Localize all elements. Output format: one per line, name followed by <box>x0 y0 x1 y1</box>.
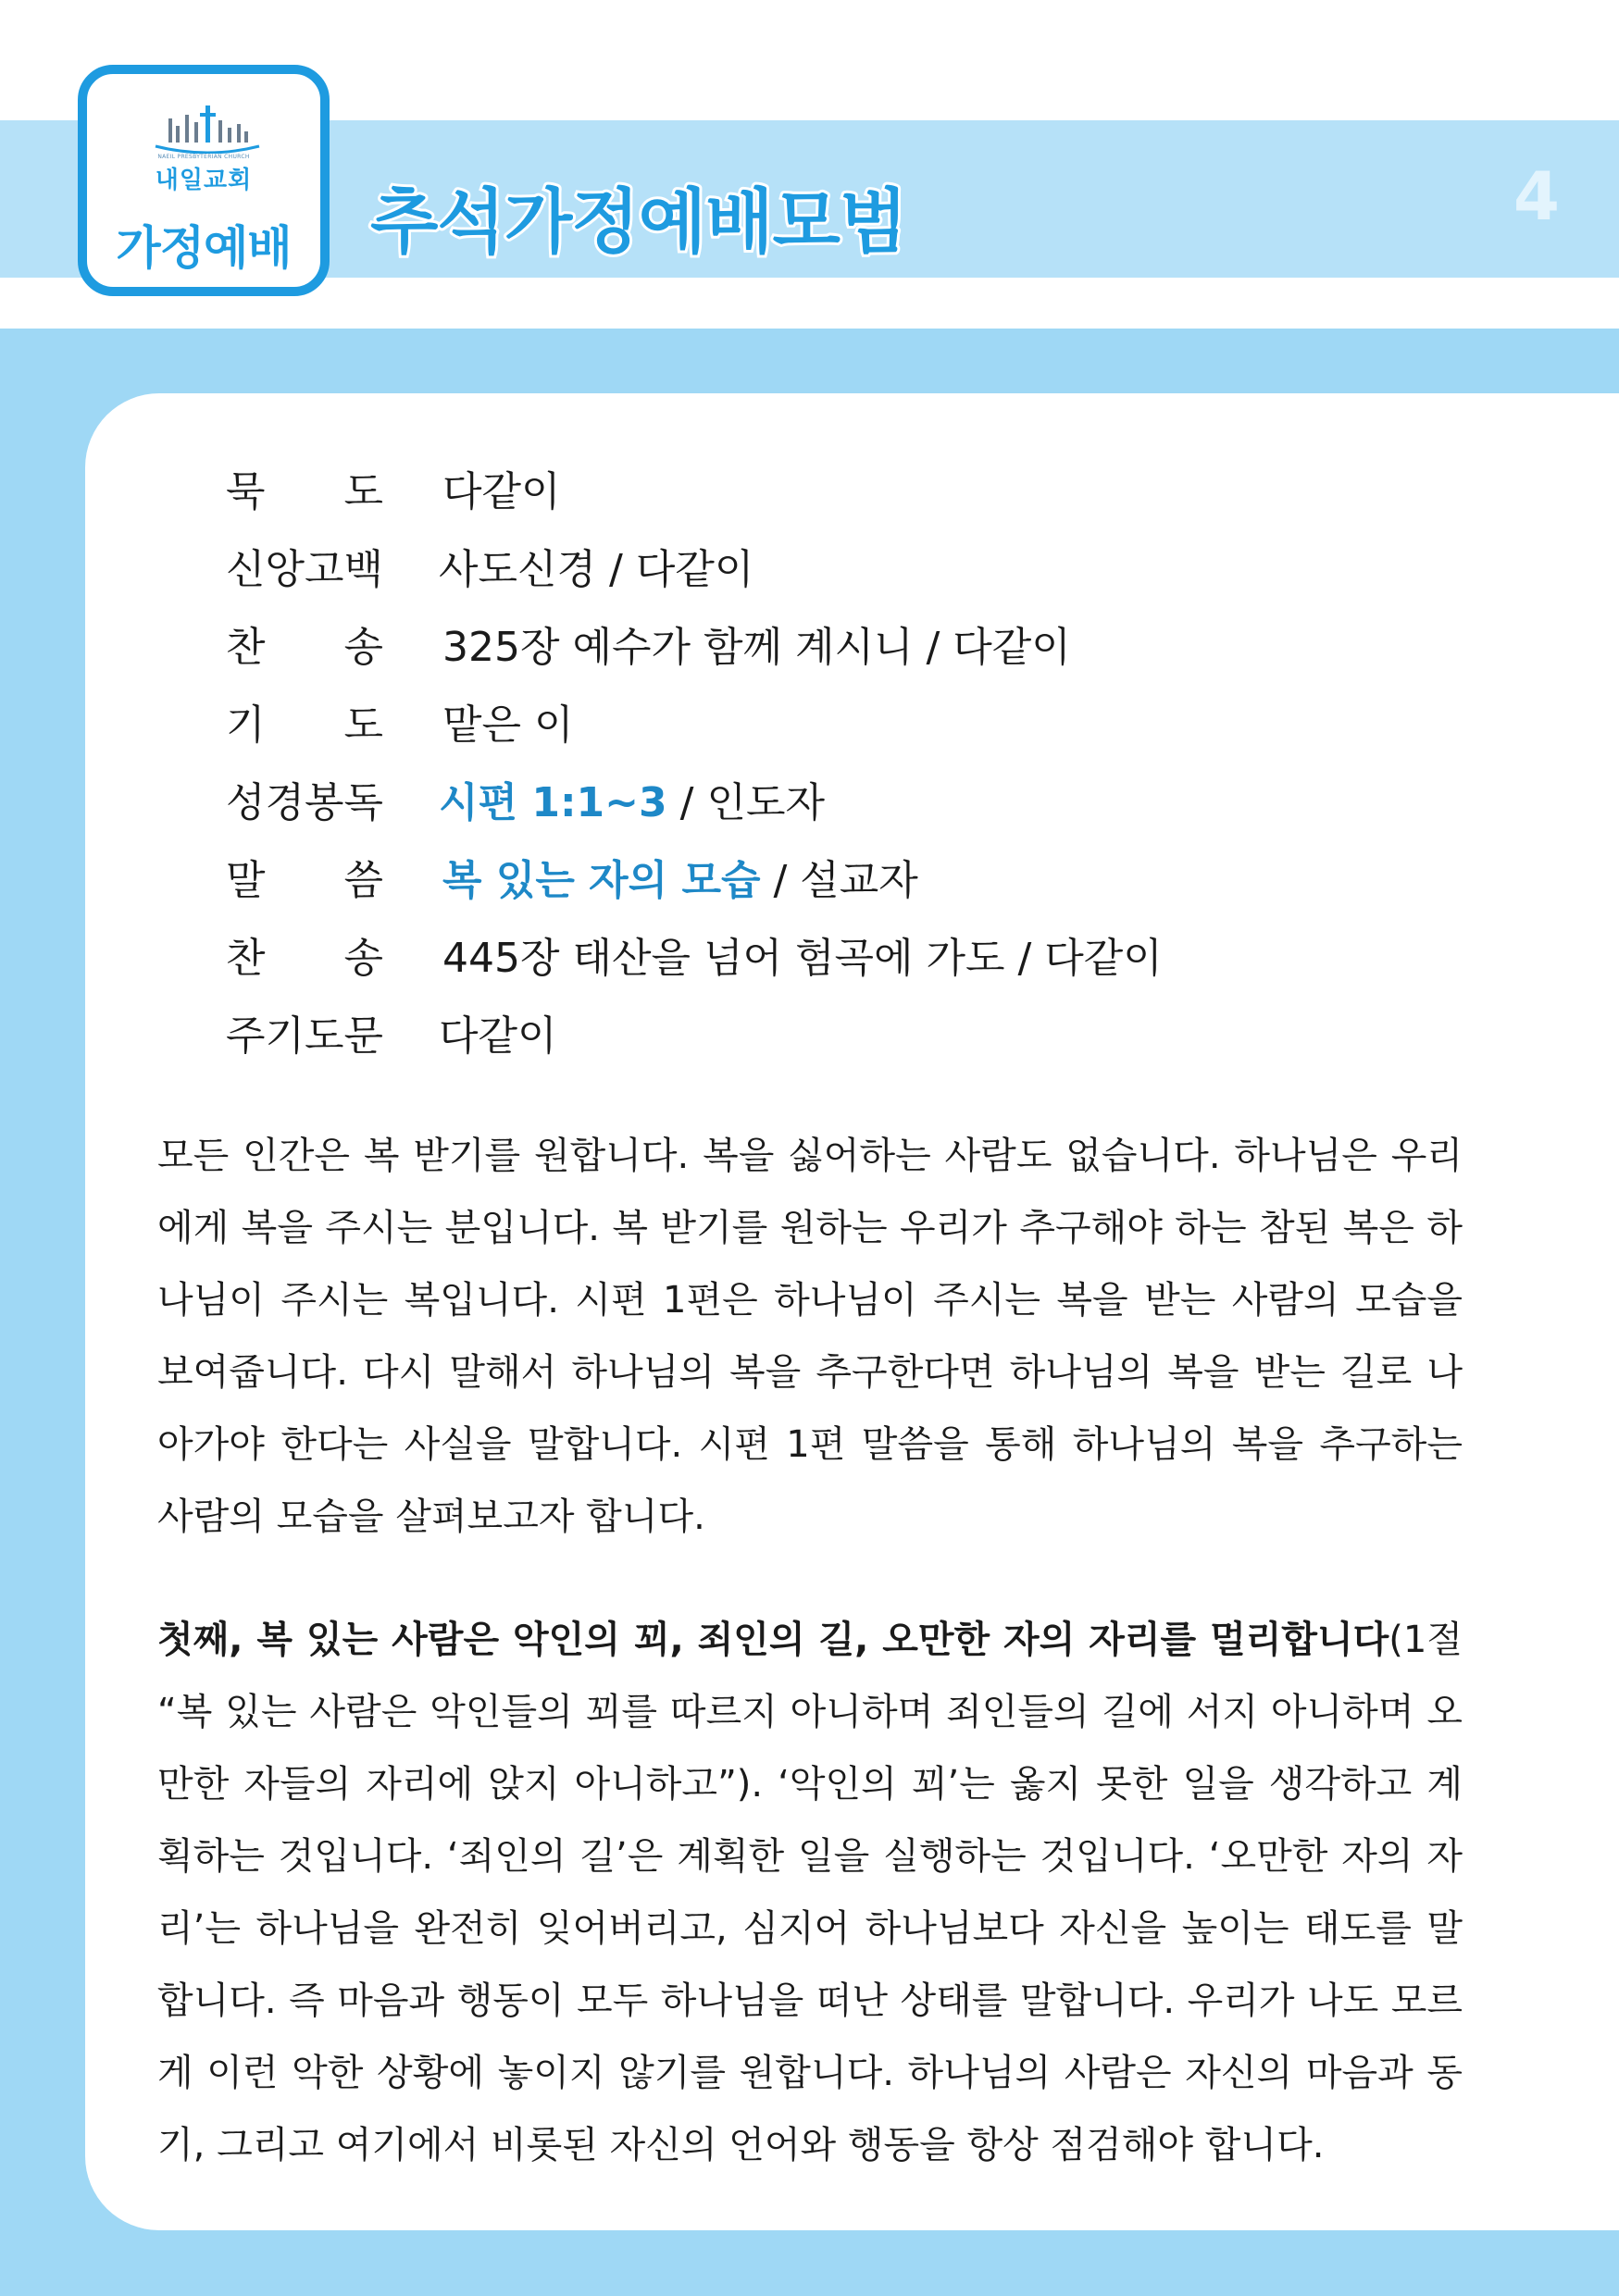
order-label <box>226 687 383 764</box>
order-value <box>442 609 1071 687</box>
order-value-text: 맡은 이 <box>442 701 574 749</box>
order-value <box>439 531 753 609</box>
first-point-heading: 첫째, 복 있는 사람은 악인의 꾀, 죄인의 길, 오만한 자의 자리를 멀리합니다 <box>157 1619 1389 1661</box>
order-label-part: 찬 <box>226 935 266 982</box>
church-badge <box>78 65 330 296</box>
order-row <box>226 764 1163 842</box>
first-point-body: (1절 “복 있는 사람은 악인들의 꾀를 따르지 아니하며 죄인들의 길에 서지 아니하며 오만한 자들의 자리에 앉지 아니하고”). ‘악인의 꾀’는 옳지 못한 일을 생각하고 계획하는 것입니다. ‘죄인의 길’은 계획한 일을 실행하는 것입니다. ‘오만한 자의 자리’는 하나님을 완전히 잊어버리고, 심지어 하나님보다 자신을 높이는 태도를 말합니다. 즉 마음과 행동이 모두 하나님을 떠난 상태를 말합니다. 우리가 나도 모르게 이런 악한 상황에 놓이지 않기를 원합니다. 하나님의 사람은 자신의 마음과 동기, 그리고 여기에서 비롯된 자신의 언어와 행동을 항상 점검해야 합니다. <box>157 1619 1463 2166</box>
order-label-part: 송 <box>343 935 383 982</box>
church-english-name: NAEIL PRESBYTERIAN CHURCH <box>157 154 250 160</box>
order-value-text: 445장 태산을 넘어 험곡에 가도 / 다같이 <box>442 935 1163 982</box>
order-label <box>226 764 383 842</box>
order-value-text: 다같이 <box>442 468 561 515</box>
order-label-part: 송 <box>343 624 383 671</box>
page-number: 4 <box>1513 157 1560 235</box>
order-label-part: 기 <box>226 701 266 749</box>
order-value-text: / 설교자 <box>760 857 918 904</box>
order-label-part: 주기도문 <box>226 1012 384 1060</box>
order-label-part: 묵 <box>226 468 266 515</box>
church-logo-icon <box>152 102 263 154</box>
order-value <box>442 453 561 531</box>
order-value <box>439 764 825 842</box>
order-label <box>226 842 383 920</box>
order-highlight: 시편 1:1~3 <box>439 779 667 826</box>
order-row <box>226 920 1163 998</box>
order-value-text: / 인도자 <box>666 779 825 826</box>
order-label-part: 도 <box>343 468 383 515</box>
order-value <box>442 842 918 920</box>
order-highlight: 복 있는 자의 모습 <box>442 857 761 904</box>
order-label-part: 말 <box>226 857 266 904</box>
first-point-paragraph <box>157 1604 1463 2181</box>
order-value <box>442 920 1163 998</box>
order-label <box>226 920 383 998</box>
intro-paragraph: 모든 인간은 복 받기를 원합니다. 복을 싫어하는 사람도 없습니다. 하나님은 우리에게 복을 주시는 분입니다. 복 받기를 원하는 우리가 추구해야 하는 참된 복은 하나님이 주시는 복입니다. 시편 1편은 하나님이 주시는 복을 받는 사람의 모습을 보여줍니다. 다시 말해서 하나님의 복을 추구한다면 하나님의 복을 받는 길로 나아가야 한다는 사실을 말합니다. 시편 1편 말씀을 통해 하나님의 복을 추구하는 사람의 모습을 살펴보고자 합니다. <box>157 1135 1463 1538</box>
order-label-part: 찬 <box>226 624 266 671</box>
church-name: 내일교회 <box>155 167 253 194</box>
order-label <box>226 531 383 609</box>
order-row <box>226 687 1163 764</box>
order-row <box>226 531 1163 609</box>
order-value-text: 325장 예수가 함께 계시니 / 다같이 <box>442 624 1071 671</box>
page-title: 추석가정예배모범 <box>370 180 907 263</box>
order-label-part: 도 <box>343 701 383 749</box>
order-value <box>442 687 574 764</box>
order-label <box>226 998 383 1075</box>
order-label <box>226 609 383 687</box>
order-value-text: 다같이 <box>439 1012 557 1060</box>
order-of-worship <box>226 453 1163 1075</box>
order-label <box>226 453 383 531</box>
order-value-text: 사도신경 / 다같이 <box>439 546 754 593</box>
order-row <box>226 609 1163 687</box>
order-value <box>439 998 557 1075</box>
order-label-part: 씀 <box>343 857 383 904</box>
order-row <box>226 842 1163 920</box>
order-row <box>226 453 1163 531</box>
order-row <box>226 998 1163 1075</box>
order-label-part: 성경봉독 <box>226 779 384 826</box>
badge-label: 가정예배 <box>116 221 292 275</box>
order-label-part: 신앙고백 <box>226 546 384 593</box>
